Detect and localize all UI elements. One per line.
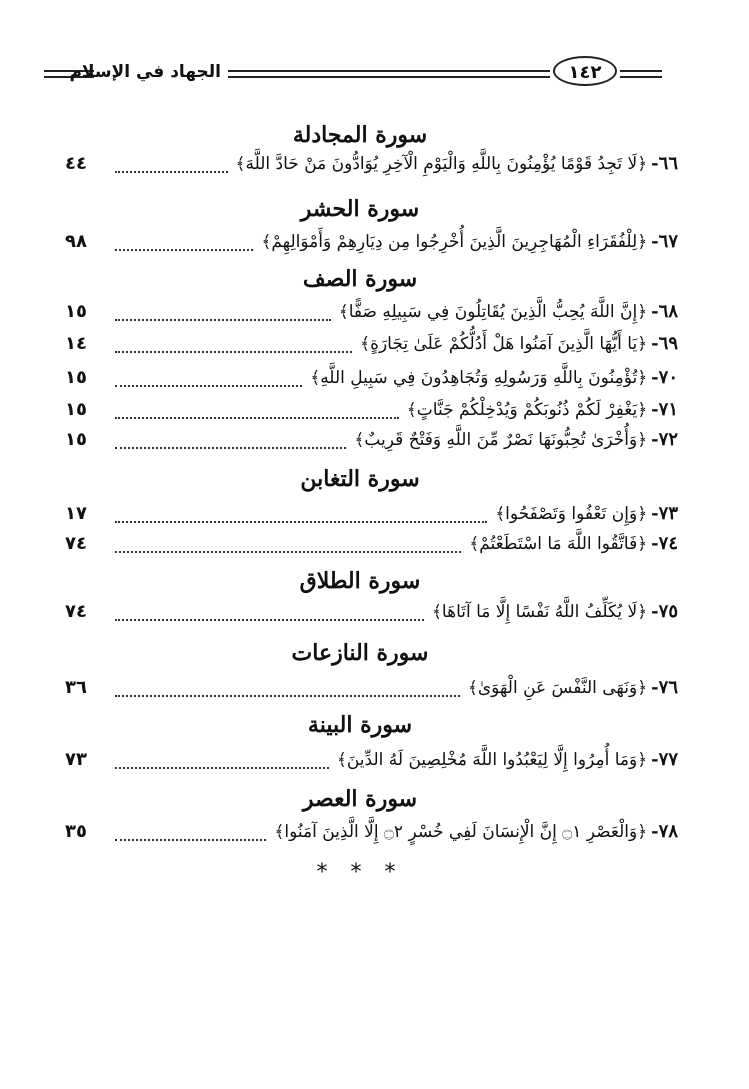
surah-heading: سورة البينة — [307, 712, 413, 738]
entry-number: ٧٤- — [651, 532, 678, 554]
leader-dots — [115, 609, 424, 621]
entry-number: ٦٦- — [651, 152, 678, 174]
verse-text: ﴿وَالْعَصْرِ ۝١ إِنَّ الْإِنسَانَ لَفِي خُسْرٍ ۝٢ إِلَّا الَّذِينَ آمَنُوا﴾ — [274, 821, 648, 842]
page-ref: ١٥ — [65, 398, 87, 420]
page-ref: ١٤ — [65, 332, 87, 354]
surah-heading: سورة الصف — [302, 266, 418, 292]
section-divider-stars: * * * — [316, 860, 404, 885]
page-ref: ٧٤ — [65, 532, 87, 554]
header-rule-right-2 — [620, 76, 662, 78]
leader-dots — [115, 161, 228, 173]
page-ref: ١٥ — [65, 366, 87, 388]
header-rule-mid-2 — [228, 76, 550, 78]
verse-text: ﴿وَمَا أُمِرُوا إِلَّا لِيَعْبُدُوا اللَّهَ مُخْلِصِينَ لَهُ الدِّينَ﴾ — [336, 749, 648, 770]
leader-dots — [115, 757, 329, 769]
leader-dots — [115, 341, 352, 353]
book-title: الجهاد في الإسلام — [69, 62, 221, 82]
verse-text: ﴿وَأُخْرَىٰ تُحِبُّونَهَا نَصْرٌ مِّنَ اللَّهِ وَفَتْحٌ قَرِيبٌ﴾ — [354, 429, 648, 450]
verse-text: ﴿وَإِن تَعْفُوا وَتَصْفَحُوا﴾ — [495, 503, 648, 524]
index-entry — [65, 298, 678, 324]
leader-dots — [115, 309, 331, 321]
index-entry — [65, 500, 678, 526]
entry-number: ٧١- — [651, 398, 678, 420]
index-entry — [65, 228, 678, 254]
index-entry — [65, 674, 678, 700]
index-entry — [65, 330, 678, 356]
entry-number: ٧٠- — [651, 366, 678, 388]
header-rule-right — [620, 70, 662, 72]
leader-dots — [115, 407, 399, 419]
verse-text: ﴿فَاتَّقُوا اللَّهَ مَا اسْتَطَعْتُمْ﴾ — [469, 533, 648, 554]
page-ref: ٣٦ — [65, 676, 87, 698]
entry-number: ٧٦- — [651, 676, 678, 698]
index-entry — [65, 150, 678, 176]
leader-dots — [115, 685, 460, 697]
surah-heading: سورة النازعات — [291, 640, 429, 666]
page-ref: ٩٨ — [65, 230, 87, 252]
verse-text: ﴿وَنَهَى النَّفْسَ عَنِ الْهَوَىٰ﴾ — [467, 677, 648, 698]
index-entry — [65, 746, 678, 772]
entry-number: ٦٩- — [651, 332, 678, 354]
page-ref: ١٧ — [65, 502, 87, 524]
verse-text: ﴿تُؤْمِنُونَ بِاللَّهِ وَرَسُولِهِ وَتُجَاهِدُونَ فِي سَبِيلِ اللَّهِ﴾ — [310, 367, 648, 388]
page-ref: ٣٥ — [65, 820, 87, 842]
leader-dots — [115, 375, 302, 387]
leader-dots — [115, 239, 253, 251]
page-ref: ٧٣ — [65, 748, 87, 770]
index-entry — [65, 396, 678, 422]
header-rule-mid — [228, 70, 550, 72]
page-ref: ١٥ — [65, 428, 87, 450]
verse-text: ﴿يَا أَيُّهَا الَّذِينَ آمَنُوا هَلْ أَدُلُّكُمْ عَلَىٰ تِجَارَةٍ﴾ — [360, 333, 648, 354]
surah-heading: سورة الطلاق — [299, 568, 421, 594]
verse-text: ﴿يَغْفِرْ لَكُمْ ذُنُوبَكُمْ وَيُدْخِلْكُمْ جَنَّاتٍ﴾ — [406, 399, 648, 420]
page-ref: ٧٤ — [65, 600, 87, 622]
surah-heading: سورة الحشر — [300, 196, 420, 222]
index-entry — [65, 364, 678, 390]
index-entry — [65, 426, 678, 452]
entry-number: ٧٢- — [651, 428, 678, 450]
leader-dots — [115, 437, 346, 449]
verse-text: ﴿لَا يُكَلِّفُ اللَّهُ نَفْسًا إِلَّا مَا آتَاهَا﴾ — [431, 601, 648, 622]
entry-number: ٦٧- — [651, 230, 678, 252]
page-number: ١٤٢ — [553, 56, 617, 86]
verse-text: ﴿لَا تَجِدُ قَوْمًا يُؤْمِنُونَ بِاللَّهِ وَالْيَوْمِ الْآخِرِ يُوَادُّونَ مَنْ حَادَّ اللَّهَ﴾ — [235, 153, 648, 174]
page-ref: ٤٤ — [65, 152, 87, 174]
verse-text: ﴿إِنَّ اللَّهَ يُحِبُّ الَّذِينَ يُقَاتِلُونَ فِي سَبِيلِهِ صَفًّا﴾ — [338, 301, 648, 322]
entry-number: ٧٣- — [651, 502, 678, 524]
index-entry — [65, 818, 678, 844]
page-ref: ١٥ — [65, 300, 87, 322]
verse-text: ﴿لِلْفُقَرَاءِ الْمُهَاجِرِينَ الَّذِينَ أُخْرِجُوا مِن دِيَارِهِمْ وَأَمْوَالِهِمْ﴾ — [261, 231, 648, 252]
entry-number: ٧٥- — [651, 600, 678, 622]
surah-heading: سورة التغابن — [300, 466, 420, 492]
index-entry — [65, 598, 678, 624]
surah-heading: سورة العصر — [302, 786, 418, 812]
entry-number: ٧٧- — [651, 748, 678, 770]
leader-dots — [115, 511, 487, 523]
entry-number: ٦٨- — [651, 300, 678, 322]
index-entry — [65, 530, 678, 556]
leader-dots — [115, 829, 266, 841]
entry-number: ٧٨- — [651, 820, 678, 842]
surah-heading: سورة المجادلة — [292, 122, 428, 148]
leader-dots — [115, 541, 461, 553]
